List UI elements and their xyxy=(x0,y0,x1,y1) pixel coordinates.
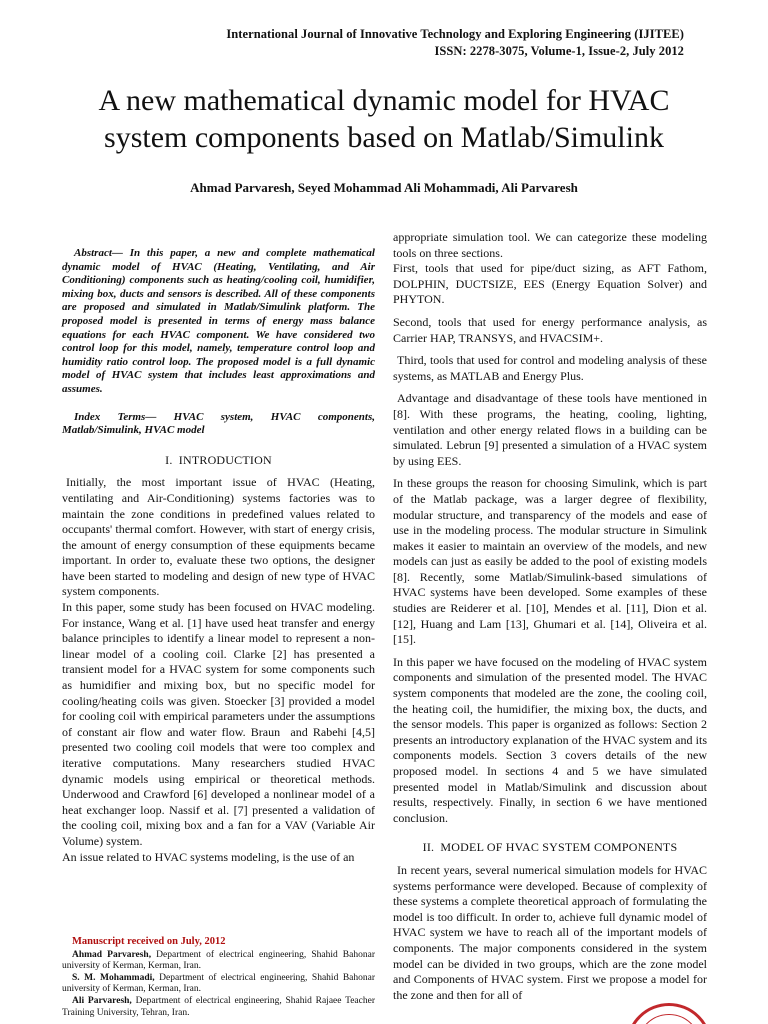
right-paragraph-1: appropriate simulation tool. We can categorize these modeling tools on three sections. xyxy=(393,230,707,260)
footnotes xyxy=(62,936,375,1019)
manuscript-received: Manuscript received on July, 2012 xyxy=(72,936,226,947)
intro-paragraph-1: Initially, the most important issue of HVAC (Heating, ventilating and Air-Conditioning) systems factories was to maintain the zone conditions in predefined values related to occupants' thermal comfort. However, with start of energy crisis, the amount of energy consumption of these equipments became important. In order to, evaluate these two options, the designer have been started to modeling and design of new type of HVAC system components. xyxy=(62,475,375,599)
author-list: Ahmad Parvaresh, Seyed Mohammad Ali Mohammadi, Ali Parvaresh xyxy=(190,180,578,195)
footnote-author-1-name: Ahmad Parvaresh, xyxy=(72,949,152,960)
title-line-2: system components based on Matlab/Simulink xyxy=(104,121,664,154)
footnote-author-3-name: Ali Parvaresh, xyxy=(72,995,132,1006)
footnote-author-3-affiliation: Department of electrical engineering, Shahid Rajaee Teacher Training University, Tehran, Iran. xyxy=(62,995,375,1018)
right-paragraph-3: Second, tools that used for energy performance analysis, as Carrier HAP, TRANSYS, and HVACSIM+. xyxy=(393,314,707,345)
footnote-author-2 xyxy=(62,973,375,996)
abstract: Abstract— In this paper, a new and complete mathematical dynamic model of HVAC (Heating, Ventilating, and Air Conditioning) components such as heating/cooling coil, humidifier, mixing box, ducts and sensors is described. All of these components are proposed and simulated in Matlab/Simulink platform. The proposed model is presented in terms of energy mass balance equations for each HVAC component. We have considered two control loop for this model, namely, temperature control loop and humidity ratio control loop. The proposed model is a full dynamic model of HVAC system that includes least approximations and assumes. xyxy=(62,247,375,395)
intro-paragraph-3: An issue related to HVAC systems modeling, is the use of an xyxy=(62,849,355,864)
journal-seal-inner-ring xyxy=(637,1014,701,1024)
left-column xyxy=(62,230,375,865)
journal-name: International Journal of Innovative Technology and Exploring Engineering (IJITEE) xyxy=(226,27,684,41)
right-paragraph-6: In these groups the reason for choosing Simulink, which is part of the Matlab package, was a larger degree of flexibility, modular structure, and transparency of the models and ease of use in the modeling process. The modular structure in Simulink makes it easier to maintain an overview of the models, and new models can just as easily be added to the pool of existing models [8]. Recently, some Matlab/Simulink-based simulations of HVAC systems have been developed. Some examples of these studies are Reiderer et al. [10], Mendes et al. [11], Dion et al. [12], Huang and Lam [13], Ghumari et al. [14], Oliveira et al. [15]. xyxy=(393,476,707,647)
right-paragraph-5: Advantage and disadvantage of these tools have mentioned in [8]. With these programs, the heating, cooling, lighting, ventilation and other energy related flows in a building can be simulated. Lebrun [9] presented a simulation of a HVAC system by using EES. xyxy=(393,391,707,468)
footnote-author-2-name: S. M. Mohammadi, xyxy=(72,972,155,983)
paper-title xyxy=(40,82,728,156)
index-terms: Index Terms— HVAC system, HVAC components, Matlab/Simulink, HVAC model xyxy=(62,410,375,437)
footnote-author-1 xyxy=(62,950,375,973)
section-heading-model: II. MODEL OF HVAC SYSTEM COMPONENTS xyxy=(422,840,678,855)
intro-paragraph-2: In this paper, some study has been focused on HVAC modeling. For instance, Wang et al. [1] have used heat transfer and energy balance principles to identify a linear model to represent a non-linear model of a cooling coil. Clarke [2] has presented a transient model for a HVAC system for some components such as humidifier and mixing box, but no specific model for cooling/heating coils was given. Stoecker [3] provided a model for cooling coil with empirical parameters under the assumptions of constant air flow and water flow. Braun and Rabehi [4,5] presented two cooling coil models that were too complex and iterative computations. Many researchers studied HVAC dynamic models using empirical or theoretical methods. Underwood and Crawford [6] developed a nonlinear model of a heat exchanger loop. Nassif et al. [7] presented a validation of the cooling coil, mixing box and a fan for a VAV (Variable Air Volume) system. xyxy=(62,600,375,848)
footnote-author-2-affiliation: Department of electrical engineering, Shahid Bahonar university of Kerman, Kerman, Iran. xyxy=(62,972,376,995)
journal-header xyxy=(226,26,684,60)
section-heading-introduction: I. INTRODUCTION xyxy=(165,452,272,467)
title-line-1: A new mathematical dynamic model for HVAC xyxy=(98,84,670,117)
right-paragraph-4: Third, tools that used for control and modeling analysis of these systems, as MATLAB and Energy Plus. xyxy=(393,353,707,383)
right-paragraph-2: First, tools that used for pipe/duct sizing, as AFT Fathom, DOLPHIN, DUCTSIZE, EES (Energy Equation Solver) and PHYTON. xyxy=(393,261,707,307)
right-paragraph-7: In this paper we have focused on the modeling of HVAC system components and simulation of the presented model. The HVAC system components that modeled are the zone, the cooling coil, the heating coil, the humidifier, the mixing box, the ducts, and the sensor models. This paper is organized as follows: Section 2 presents an introductory explanation of the HVAC system and its components models. Section 3 covers details of the new proposed model. In sections 4 and 5 we have simulated presented model in Matlab/Simulink and discussion about results, respectively. Finally, in section 6 we have mentioned conclusion. xyxy=(393,654,707,825)
footnote-author-1-affiliation: Department of electrical engineering, Shahid Bahonar university of Kerman, Kerman, Iran. xyxy=(62,949,375,972)
right-paragraph-8: In recent years, several numerical simulation models for HVAC systems performance were developed. Because of complexity of these systems a complete theoretical approach of formulating the model is too difficult. In order to, achieve full dynamic model of HVAC system we have to reach all of the important models of components. The major components considered in the system model can be divided in two groups, which are the zone model and Components of HVAC system. First we propose a model for the zone and then for all of xyxy=(393,862,707,1002)
footnote-author-3 xyxy=(62,996,375,1019)
right-column xyxy=(393,230,707,1003)
journal-seal-logo xyxy=(626,1003,712,1024)
journal-issn: ISSN: 2278-3075, Volume-1, Issue-2, July 2012 xyxy=(434,44,684,58)
